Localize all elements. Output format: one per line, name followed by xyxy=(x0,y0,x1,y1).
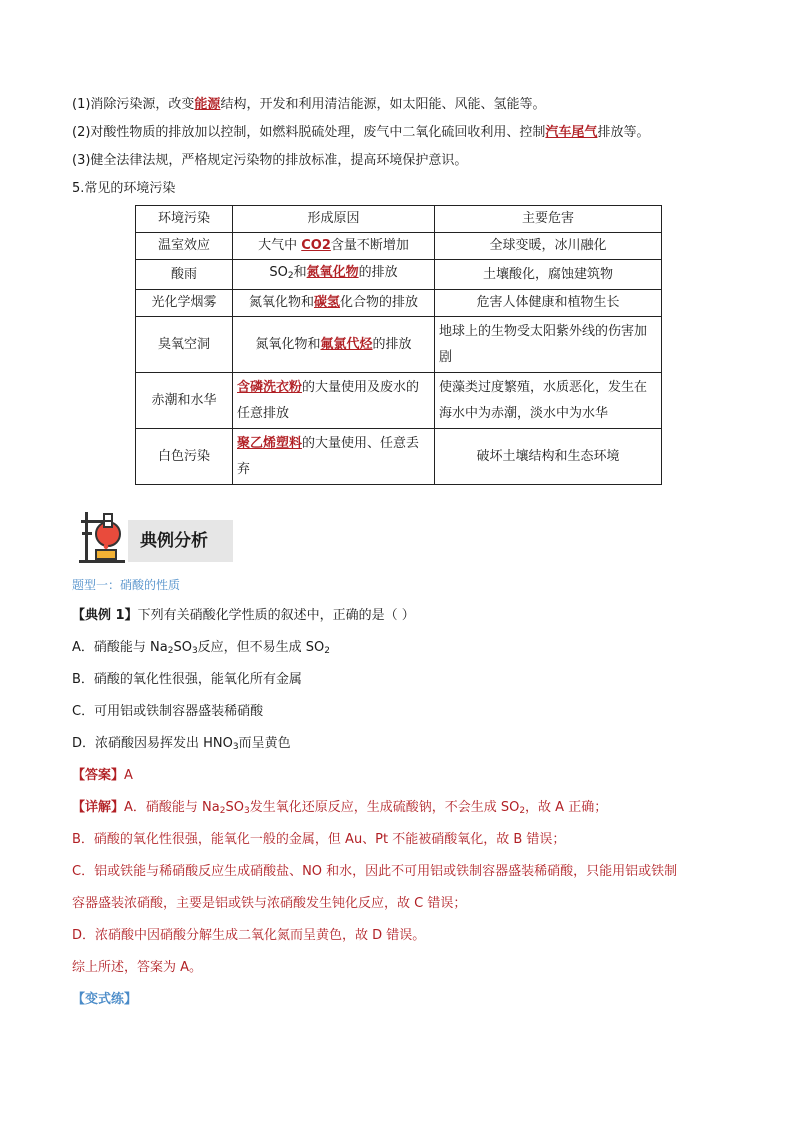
option-c: C．可用铝或铁制容器盛装稀硝酸 xyxy=(72,704,264,719)
table-cell: 酸雨 xyxy=(136,260,233,290)
table-header: 环境污染 xyxy=(136,206,233,233)
table-cell: 氮氧化物和碳氢化合物的排放 xyxy=(233,290,435,317)
table-cell: 大气中 CO2含量不断增加 xyxy=(233,233,435,260)
keyword-energy: 能源 xyxy=(194,97,221,112)
explain-b: B．硝酸的氧化性很强，能氧化一般的金属，但 Au、Pt 不能被硝酸氧化，故 B 错误； xyxy=(72,832,566,847)
table-cell: $SO_2$和氮氧化物的排放 xyxy=(233,260,435,290)
table-cell: 使藻类过度繁殖，水质恶化，发生在海水中为赤潮，淡水中为水华 xyxy=(435,373,662,429)
option-d: D．浓硝酸因易挥发出 $HNO_3$而呈黄色 xyxy=(72,736,291,752)
table-cell: 危害人体健康和植物生长 xyxy=(435,290,662,317)
keyword-exhaust: 汽车尾气 xyxy=(545,125,598,140)
table-cell: 白色污染 xyxy=(136,429,233,485)
table-row xyxy=(136,290,662,317)
section-title: 典例分析 xyxy=(128,520,233,562)
answer: 【答案】A xyxy=(72,768,133,783)
table-cell: 氮氧化物和氟氯代烃的排放 xyxy=(233,317,435,373)
table-cell: 破坏土壤结构和生态环境 xyxy=(435,429,662,485)
measure-2: (2)对酸性物质的排放加以控制，如燃料脱硫处理，废气中二氧化硫回收利用、控制汽车尾气排放等。 xyxy=(72,125,650,140)
explain-d: D．浓硝酸中因硝酸分解生成二氧化氮而呈黄色，故 D 错误。 xyxy=(72,928,426,943)
table-row xyxy=(136,429,662,485)
table-row xyxy=(136,260,662,290)
explain-c2: 容器盛装浓硝酸，主要是铝或铁与浓硝酸发生钝化反应，故 C 错误； xyxy=(72,896,467,911)
measure-3: (3)健全法律法规，严格规定污染物的排放标准，提高环境保护意识。 xyxy=(72,153,468,168)
pollution-table xyxy=(135,205,662,485)
flask-icon xyxy=(76,508,128,564)
table-cell: 光化学烟雾 xyxy=(136,290,233,317)
table-header: 主要危害 xyxy=(435,206,662,233)
table-row xyxy=(136,317,662,373)
question-type: 题型一：硝酸的性质 xyxy=(72,578,181,592)
table-cell: 地球上的生物受太阳紫外线的伤害加剧 xyxy=(435,317,662,373)
table-row xyxy=(136,233,662,260)
variant-label: 【变式练】 xyxy=(72,992,138,1007)
measure-1: (1)消除污染源，改变能源结构，开发和利用清洁能源，如太阳能、风能、氢能等。 xyxy=(72,97,546,112)
table-cell: 聚乙烯塑料的大量使用、任意丢弃 xyxy=(233,429,435,485)
explain-c1: C．铝或铁能与稀硝酸反应生成硝酸盐、NO 和水，因此不可用铝或铁制容器盛装稀硝酸，只能用铝或铁制 xyxy=(72,864,678,879)
explain-a: 【详解】A．硝酸能与 $Na_2SO_3$发生氧化还原反应，生成硫酸钠，不会生成 $SO_2$，故 A 正确； xyxy=(72,800,608,816)
table-cell: 臭氧空洞 xyxy=(136,317,233,373)
table-cell: 全球变暖，冰川融化 xyxy=(435,233,662,260)
section5-title: 5.常见的环境污染 xyxy=(72,181,176,196)
table-header: 形成原因 xyxy=(233,206,435,233)
table-header-row xyxy=(136,206,662,233)
table-cell: 温室效应 xyxy=(136,233,233,260)
option-b: B．硝酸的氧化性很强，能氧化所有金属 xyxy=(72,672,302,687)
option-a: A．硝酸能与 $Na_2SO_3$反应，但不易生成 $SO_2$ xyxy=(72,640,331,656)
example-stem: 【典例 1】下列有关硝酸化学性质的叙述中，正确的是（ ） xyxy=(72,608,415,623)
table-cell: 含磷洗衣粉的大量使用及废水的任意排放 xyxy=(233,373,435,429)
summary: 综上所述，答案为 A。 xyxy=(72,960,203,975)
table-cell: 土壤酸化，腐蚀建筑物 xyxy=(435,260,662,290)
table-row xyxy=(136,373,662,429)
table-cell: 赤潮和水华 xyxy=(136,373,233,429)
